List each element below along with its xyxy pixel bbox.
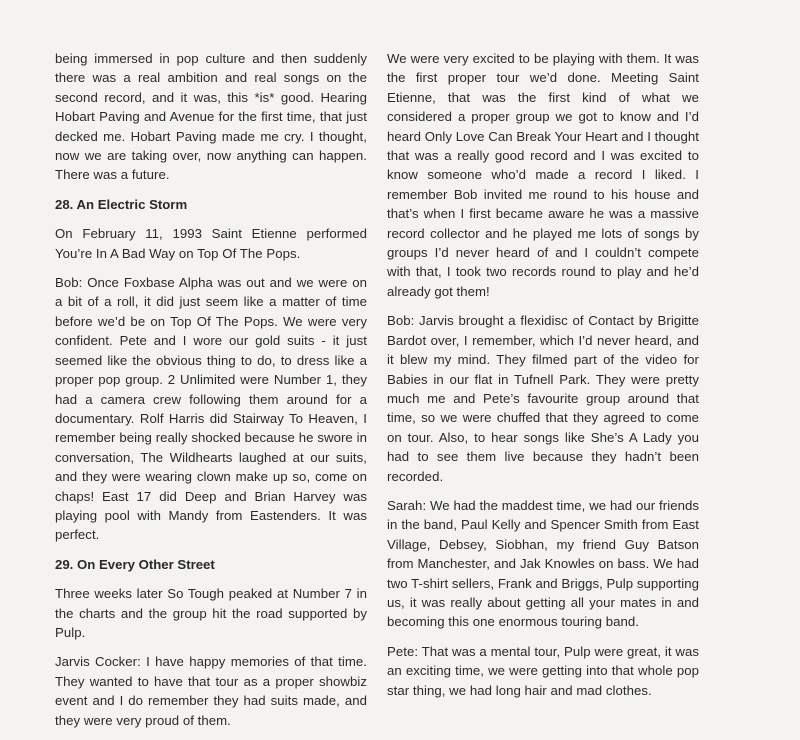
paragraph-bob-gold-suits: Bob: Once Foxbase Alpha was out and we were on a bit of a roll, it did just seem like a matter of time before we’d be on Top Of The Pops. We were very confident. Pete and I wore our gold suits - it just seemed like the obvious thing to do, to dress like a proper pop group. 2 Unlimited were Number 1, they had a camera crew following them around for a documentary. Rolf Harris did Stairway To Heaven, I remember being really shocked because he swore in conversation, The Wildhearts laughed at our suits, and they were wearing clown make up so, come on chaps! East 17 did Deep and Brian Harvey was playing pool with Mandy from Eastenders. It was perfect. (55, 275, 367, 543)
paragraph-top-of-the-pops-intro: On February 11, 1993 Saint Etienne performed You’re In A Bad Way on Top Of The Pops. (55, 226, 367, 261)
paragraph-hobart-paving: being immersed in pop culture and then suddenly there was a real ambition and real songs on the second record, and it was, this *is* good. Hearing Hobart Paving and Avenue for the first time, that just decked me. Hobart Paving made me cry. I thought, now we are taking over, now anything can happen. There was a future. (55, 51, 367, 183)
paragraph-pete-mental-tour: Pete: That was a mental tour, Pulp were great, it was an exciting time, we were getting into that whole pop star thing, we had long hair and mad clothes. (387, 643, 699, 698)
paragraph-jarvis-memories: Jarvis Cocker: I have happy memories of that time. They wanted to have that tour as a proper showbiz event and I do remember they had suits made, and they were very proud of them. (55, 654, 367, 728)
paragraph-so-tough-tour: Three weeks later So Tough peaked at Number 7 in the charts and the group hit the road supported by Pulp. (55, 586, 367, 640)
left-column (55, 49, 367, 740)
section-heading-on-every-other-street: 29. On Every Other Street (55, 556, 215, 572)
paragraph-bob-flexidisc: Bob: Jarvis brought a flexidisc of Contact by Brigitte Bardot over, I remember, which I’d never heard, and it blew my mind. They filmed part of the video for Babies in our flat in Tufnell Park. They were pretty much me and Pete’s favourite group around that time, so we were chuffed that they agreed to come on tour. Also, to hear songs like She’s A Lady you had to see them live because they hadn’t been recorded. (387, 313, 699, 484)
paragraph-jarvis-continued: We were very excited to be playing with them. It was the first proper tour we’d done. Meeting Saint Etienne, that was the first kind of what we considered a proper group we got to know and I’d heard Only Love Can Break Your Heart and I thought that was a really good record and I was excited to know someone who’d made a record I liked. I remember Bob invited me round to his house and that’s when I first became aware he was a massive record collector and he played me lots of songs by groups I’d never heard of and I couldn’t compete with that, I took two records round to play and he’d already got them! (387, 51, 699, 299)
right-column (387, 49, 699, 710)
section-heading-an-electric-storm: 28. An Electric Storm (55, 196, 188, 212)
paragraph-sarah-touring-band: Sarah: We had the maddest time, we had our friends in the band, Paul Kelly and Spencer Smith from East Village, Debsey, Siobhan, my friend Guy Batson from Manchester, and Jak Knowles on bass. We had two T-shirt sellers, Frank and Briggs, Pulp supporting us, it was really about getting all your mates in and becoming this one enormous touring band. (387, 497, 699, 630)
